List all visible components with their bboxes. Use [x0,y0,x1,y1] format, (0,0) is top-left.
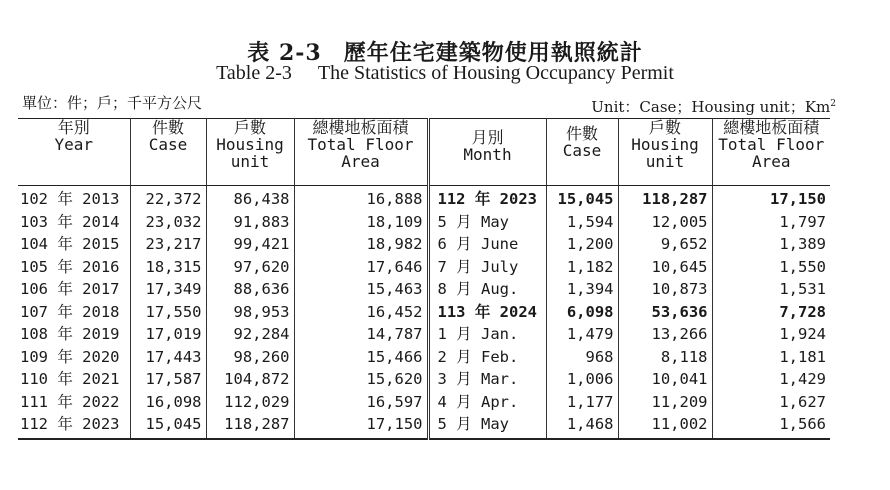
row-floor-area: 16,452 [294,301,428,324]
row-floor-area: 14,787 [294,323,428,346]
row-month-floor-area: 1,550 [779,257,826,276]
row-month: 112 年 2023 [428,186,546,211]
row-month-case: 15,045 [546,186,618,211]
row-housing-unit: 88,636 [206,278,294,301]
table-row [18,211,830,234]
table-row [18,368,830,391]
header-month-floor-area: 總樓地板面積 Total Floor Area [712,119,830,186]
table-row [18,233,830,256]
row-month-floor-area: 1,531 [779,280,826,298]
row-floor-area: 16,888 [294,186,428,211]
table-row [18,346,830,369]
header-floor-area: 總樓地板面積 Total Floor Area [294,119,428,186]
row-month-housing-unit: 9,652 [618,233,712,256]
row-floor-area: 17,646 [294,256,428,279]
header-year: 年別 Year [18,119,130,186]
row-month-housing-unit: 10,041 [618,368,712,391]
occupancy-permit-table [18,118,830,440]
row-month-floor-area: 17,150 [770,190,826,208]
table-row [18,278,830,301]
row-floor-area: 16,597 [294,391,428,414]
row-year: 102 年 2013 [18,186,130,211]
header-month-housing-unit: 戶數 Housing unit [618,119,712,186]
row-case: 23,032 [130,211,206,234]
row-year: 105 年 2016 [18,256,130,279]
row-month-housing-unit: 53,636 [618,301,712,324]
row-floor-area: 15,463 [294,278,428,301]
row-month: 113 年 2024 [428,301,546,324]
row-case: 17,019 [130,323,206,346]
row-floor-area: 18,982 [294,233,428,256]
row-case: 16,098 [130,391,206,414]
header-housing-unit: 戶數 Housing unit [206,119,294,186]
title-zh-text: 歷年住宅建築物使用執照統計 [343,40,643,66]
row-month: 7 月 July [428,256,546,279]
row-case: 17,349 [130,278,206,301]
row-case: 18,315 [130,256,206,279]
row-month-housing-unit: 11,209 [618,391,712,414]
row-month-case: 1,182 [546,256,618,279]
row-floor-area: 15,466 [294,346,428,369]
row-year: 104 年 2015 [18,233,130,256]
row-month: 6 月 June [428,233,546,256]
row-month-housing-unit: 8,118 [618,346,712,369]
row-month-floor-area: 1,389 [779,235,826,253]
row-year: 112 年 2023 [18,413,130,439]
row-month-case: 1,468 [546,413,618,439]
header-month-case: 件數 Case [546,119,618,186]
unit-label-en [591,96,836,117]
row-floor-area: 18,109 [294,211,428,234]
row-case: 15,045 [130,413,206,439]
row-month-case: 1,394 [546,278,618,301]
row-case: 17,443 [130,346,206,369]
row-month-floor-area: 1,924 [779,325,826,343]
row-housing-unit: 112,029 [206,391,294,414]
table-number-zh: 表 2-3 [247,40,322,66]
row-month-floor-area: 1,797 [779,212,826,231]
row-month-housing-unit: 118,287 [618,186,712,211]
row-case: 22,372 [130,186,206,211]
table-row [18,323,830,346]
row-month: 5 月 May [428,211,546,234]
row-housing-unit: 118,287 [206,413,294,439]
table-row [18,413,830,439]
row-housing-unit: 98,260 [206,346,294,369]
title-english [0,62,890,85]
row-floor-area: 15,620 [294,368,428,391]
row-housing-unit: 92,284 [206,323,294,346]
row-case: 23,217 [130,233,206,256]
row-month: 4 月 Apr. [428,391,546,414]
row-month-case: 1,006 [546,368,618,391]
header-case: 件數 Case [130,119,206,186]
table-number-en: Table 2-3 [216,62,292,84]
row-month: 2 月 Feb. [428,346,546,369]
row-year: 107 年 2018 [18,301,130,324]
row-year: 110 年 2021 [18,368,130,391]
unit-label-zh: 單位：件；戶；千平方公尺 [22,94,203,112]
row-month-case: 968 [546,346,618,369]
row-month-floor-area: 1,627 [779,392,826,411]
row-month-floor-area: 1,429 [779,370,826,388]
table-row [18,186,830,211]
row-housing-unit: 91,883 [206,211,294,234]
row-month-housing-unit: 12,005 [618,211,712,234]
row-month-case: 1,200 [546,233,618,256]
row-month: 5 月 May [428,413,546,439]
row-month-floor-area: 7,728 [779,302,826,321]
row-housing-unit: 99,421 [206,233,294,256]
table-row [18,256,830,279]
row-month-floor-area: 1,566 [712,413,830,439]
row-case: 17,587 [130,368,206,391]
row-housing-unit: 86,438 [206,186,294,211]
row-year: 106 年 2017 [18,278,130,301]
row-month-housing-unit: 10,645 [618,256,712,279]
row-year: 109 年 2020 [18,346,130,369]
header-month: 月別 Month [428,119,546,186]
row-year: 108 年 2019 [18,323,130,346]
row-month: 3 月 Mar. [428,368,546,391]
row-floor-area: 17,150 [294,413,428,439]
title-en-text: The Statistics of Housing Occupancy Permit [317,62,674,84]
row-month: 1 月 Jan. [428,323,546,346]
row-year: 111 年 2022 [18,391,130,414]
table-row [18,301,830,324]
row-month: 8 月 Aug. [428,278,546,301]
unit-en-sup: 2 [830,99,836,109]
row-year: 103 年 2014 [18,211,130,234]
row-housing-unit: 104,872 [206,368,294,391]
row-month-case: 1,594 [546,211,618,234]
header-row [18,119,830,186]
row-housing-unit: 98,953 [206,301,294,324]
row-case: 17,550 [130,301,206,324]
table-row [18,391,830,414]
row-month-housing-unit: 10,873 [618,278,712,301]
row-month-case: 1,479 [546,323,618,346]
row-month-case: 6,098 [546,301,618,324]
row-housing-unit: 97,620 [206,256,294,279]
row-month-floor-area: 1,181 [779,347,826,366]
unit-en-text: Unit：Case；Housing unit；Km [591,98,831,116]
row-month-case: 1,177 [546,391,618,414]
row-month-housing-unit: 11,002 [618,413,712,439]
row-month-housing-unit: 13,266 [618,323,712,346]
